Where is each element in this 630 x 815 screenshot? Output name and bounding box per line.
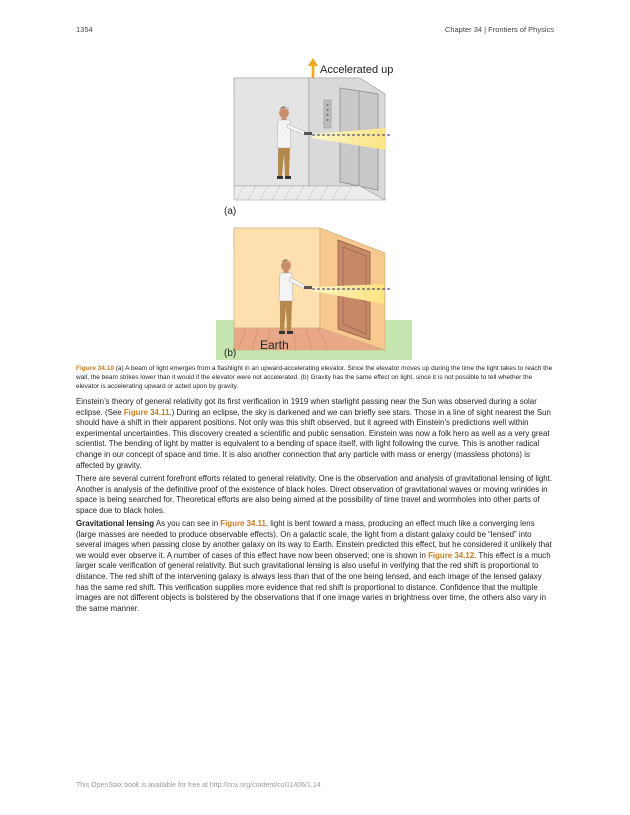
figure-caption — [76, 364, 554, 392]
figure-link[interactable]: Figure 34.11 — [220, 519, 266, 528]
elevator-figure — [200, 58, 432, 364]
earth-label: Earth — [260, 338, 289, 352]
figure-label: Figure 34.10 — [76, 365, 114, 372]
footer-text: This OpenStax book is available for free at http://cnx.org/content/col11406/1.14 — [76, 782, 321, 789]
paragraph-1: Einstein’s theory of general relativity got its first verification in 1919 when starlight passing near the Sun was observed during a solar eclipse. (See Figure 34.11.) During an eclipse, the sky is darkened and we can briefly see stars. Those in a line of sight nearest the Sun should have a shift in their apparent positions. Not only was this shift observed, but it agreed with Einstein’s predictions well within experimental uncertainties. This discovery created a scientific and public sensation. Einstein was now a folk hero as well as a very great scientist. The bending of light by matter is equivalent to a bending of space itself, with light following the curve. This is another radical change in our concept of space and time. It is also another connection that any particle with mass or energy (massless photons) is affected by gravity. — [76, 397, 551, 470]
accelerated-up-label: Accelerated up — [320, 64, 394, 76]
section-heading: Gravitational lensing — [76, 519, 155, 528]
figure-link[interactable]: Figure 34.11 — [123, 407, 170, 417]
panel-a-label: (a) — [224, 206, 237, 217]
panel-b-room — [216, 228, 412, 360]
paragraph-3: Gravitational lensing As you can see in Figure 34.11, light is bent toward a mass, producing an effect much like a converging lens (large masses are needed to produce observable effects). On a galactic scale, the light from a distant galaxy could be “lensed” into several images when passing close by another galaxy on its way to Earth. Einstein predicted this effect, but he considered it unlikely that we would ever observe it. A number of cases of this effect have now been observed; one is shown in Figure 34.12. This effect is a much larger scale verification of general relativity. But such gravitational lensing is also useful in verifying that the red shift is proportional to distance. The red shift of the intervening galaxy is always less than that of the one being lensed, and each image of the lensed galaxy has the same red shift. This verification supplies more evidence that red shift is proportional to distance. Confidence that the multiple images are not different objects is bolstered by the observations that if one image varies in brightness over time, the others also vary in the same manner. — [76, 519, 552, 613]
caption-text: (a) A beam of light emerges from a flashlight in an upward-accelerating elevator. Since the elevator moves up during the time the light takes to reach the wall, the beam strikes lower than it would if the elevator were not accelerated. (b) Gravity has the same effect on light, since it is not possible to tell whether the elevator is accelerating upward or acted upon by gravity. — [76, 365, 553, 391]
panel-b-label: (b) — [224, 348, 237, 359]
figure-link[interactable]: Figure 34.12 — [428, 550, 475, 560]
arrow-head-icon — [308, 58, 318, 66]
paragraph-2: There are several current forefront efforts related to general relativity. One is the observation and analysis of gravitational lensing of light. Another is analysis of the definitive proof of the existence of black holes. Direct observation of gravitational waves or moving wrinkles in space is being searched for. Theoretical efforts are also being aimed at the possibility of time travel and wormholes into other parts of space due to black holes. — [76, 474, 553, 515]
chapter-header: Chapter 34 | Frontiers of Physics — [444, 25, 554, 34]
page-number: 1354 — [76, 25, 93, 34]
panel-a-elevator — [224, 58, 393, 217]
